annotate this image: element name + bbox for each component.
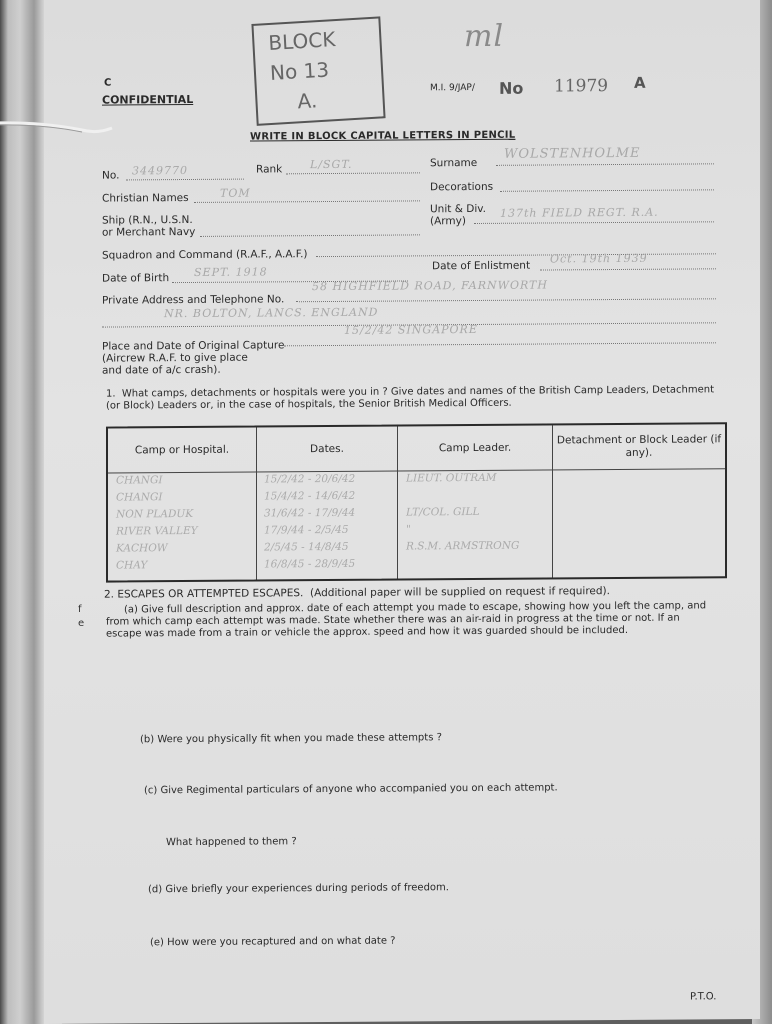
question-2c: (c) Give Regimental particulars of anyone who accompanied you on each attempt. bbox=[144, 782, 558, 797]
block-stamp bbox=[251, 16, 385, 125]
table-cell: NON PLADUK bbox=[116, 507, 194, 521]
rank-label: Rank bbox=[256, 163, 283, 176]
header-camp-leader: Camp Leader. bbox=[398, 425, 553, 470]
stamp-line-1: BLOCK bbox=[267, 27, 336, 55]
table-cell: LIEUT. OUTRAM bbox=[406, 471, 497, 485]
surname-value: WOLSTENHOLME bbox=[504, 145, 641, 162]
squadron-label: Squadron and Command (R.A.F., A.A.F.) bbox=[102, 248, 308, 262]
table-cell: RIVER VALLEY bbox=[116, 524, 198, 538]
table-cell: 2/5/45 - 14/8/45 bbox=[264, 540, 349, 554]
table-cell: " bbox=[406, 523, 411, 536]
pencil-initials: ml bbox=[464, 18, 505, 55]
serial-suffix: A bbox=[634, 73, 646, 92]
question-2e: (e) How were you recaptured and on what date ? bbox=[150, 935, 396, 949]
header-camp: Camp or Hospital. bbox=[108, 428, 257, 473]
stamp-line-3: A. bbox=[296, 88, 318, 114]
enlistment-label: Date of Enlistment bbox=[432, 259, 531, 273]
table-cell: 15/4/42 - 14/6/42 bbox=[264, 489, 356, 503]
serial-no-label: No bbox=[499, 78, 524, 98]
address-line-2: NR. BOLTON, LANCS. ENGLAND bbox=[164, 305, 379, 321]
no-label: No. bbox=[102, 169, 120, 182]
question-2a-line-2: from which camp each attempt was made. State whether there was an air-raid in progress at the time or not. If an bbox=[106, 612, 680, 628]
ship-label-1: Ship (R.N., U.S.N. bbox=[102, 213, 193, 227]
margin-letter-f: f bbox=[78, 604, 82, 615]
table-cell: R.S.M. ARMSTRONG bbox=[406, 539, 520, 553]
question-2c-follow: What happened to them ? bbox=[166, 836, 297, 849]
header-block-leader: Detachment or Block Leader (if any). bbox=[556, 433, 722, 459]
capture-label-1: Place and Date of Original Capture bbox=[102, 339, 285, 353]
address-line-1: 58 HIGHFIELD ROAD, FARNWORTH bbox=[312, 278, 548, 294]
ship-label-2: or Merchant Navy bbox=[102, 225, 196, 239]
table-cell: 17/9/44 - 2/5/45 bbox=[264, 523, 349, 537]
table-cell: CHANGI bbox=[116, 474, 163, 487]
capture-value: 15/2/42 SINGAPORE bbox=[344, 322, 478, 337]
form-reference: M.I. 9/JAP/ bbox=[430, 82, 475, 94]
question-2a-line-1: (a) Give full description and approx. date of each attempt you made to escape, showing how you left the camp, and bbox=[124, 600, 707, 616]
confidential-label: CONFIDENTIAL bbox=[102, 92, 194, 107]
table-cell: 15/2/42 - 20/6/42 bbox=[264, 472, 356, 486]
capture-label-2: (Aircrew R.A.F. to give place bbox=[102, 351, 248, 365]
enlistment-value: Oct. 19th 1939 bbox=[550, 251, 648, 266]
table-cell: KACHOW bbox=[116, 542, 168, 555]
pto-label: P.T.O. bbox=[690, 991, 717, 1003]
table-cell: LT/COL. GILL bbox=[406, 505, 480, 519]
stamp-line-2: No 13 bbox=[269, 57, 330, 85]
unit-value: 137th FIELD REGT. R.A. bbox=[500, 205, 659, 220]
form-sheet bbox=[44, 0, 760, 1024]
address-label: Private Address and Telephone No. bbox=[102, 293, 285, 307]
header-dates: Dates. bbox=[257, 427, 398, 472]
unit-label-2: (Army) bbox=[430, 215, 466, 228]
dob-value: SEPT. 1918 bbox=[194, 265, 268, 279]
surname-label: Surname bbox=[430, 156, 478, 170]
question-2d: (d) Give briefly your experiences during periods of freedom. bbox=[148, 882, 449, 896]
dob-label: Date of Birth bbox=[102, 272, 170, 285]
capture-label-3: and date of a/c crash). bbox=[102, 363, 221, 377]
christian-names-value: TOM bbox=[220, 186, 251, 200]
rank-value: L/SGT. bbox=[310, 157, 353, 172]
string-tie-icon bbox=[0, 118, 122, 134]
unit-label-1: Unit & Div. bbox=[430, 202, 486, 216]
confidential-prefix: C bbox=[104, 77, 112, 89]
decorations-label: Decorations bbox=[430, 180, 494, 194]
question-2b: (b) Were you physically fit when you made these attempts ? bbox=[140, 732, 442, 746]
no-value: 3449770 bbox=[132, 163, 188, 178]
question-1-line-1: 1. What camps, detachments or hospitals were you in ? Give dates and names of the British Camp Leaders, Detachment bbox=[106, 384, 715, 400]
christian-names-label: Christian Names bbox=[102, 191, 189, 205]
question-1-line-2: (or Block) Leaders or, in the case of hospitals, the Senior British Medical Officers. bbox=[106, 397, 512, 412]
serial-number: 11979 bbox=[554, 76, 609, 97]
table-cell: CHANGI bbox=[116, 491, 163, 504]
question-2-heading: 2. ESCAPES OR ATTEMPTED ESCAPES. (Additional paper will be supplied on request if required). bbox=[104, 585, 610, 601]
table-cell: 16/8/45 - 28/9/45 bbox=[264, 557, 356, 571]
block-capitals-instruction: WRITE IN BLOCK CAPITAL LETTERS IN PENCIL bbox=[250, 129, 516, 143]
question-2a-line-3: escape was made from a train or vehicle the approx. speed and how it was guarded should be included. bbox=[106, 624, 629, 640]
table-cell: 31/6/42 - 17/9/44 bbox=[264, 506, 356, 520]
table-cell: CHAY bbox=[116, 559, 148, 572]
camps-table bbox=[106, 422, 727, 582]
margin-letter-e: e bbox=[78, 618, 85, 629]
